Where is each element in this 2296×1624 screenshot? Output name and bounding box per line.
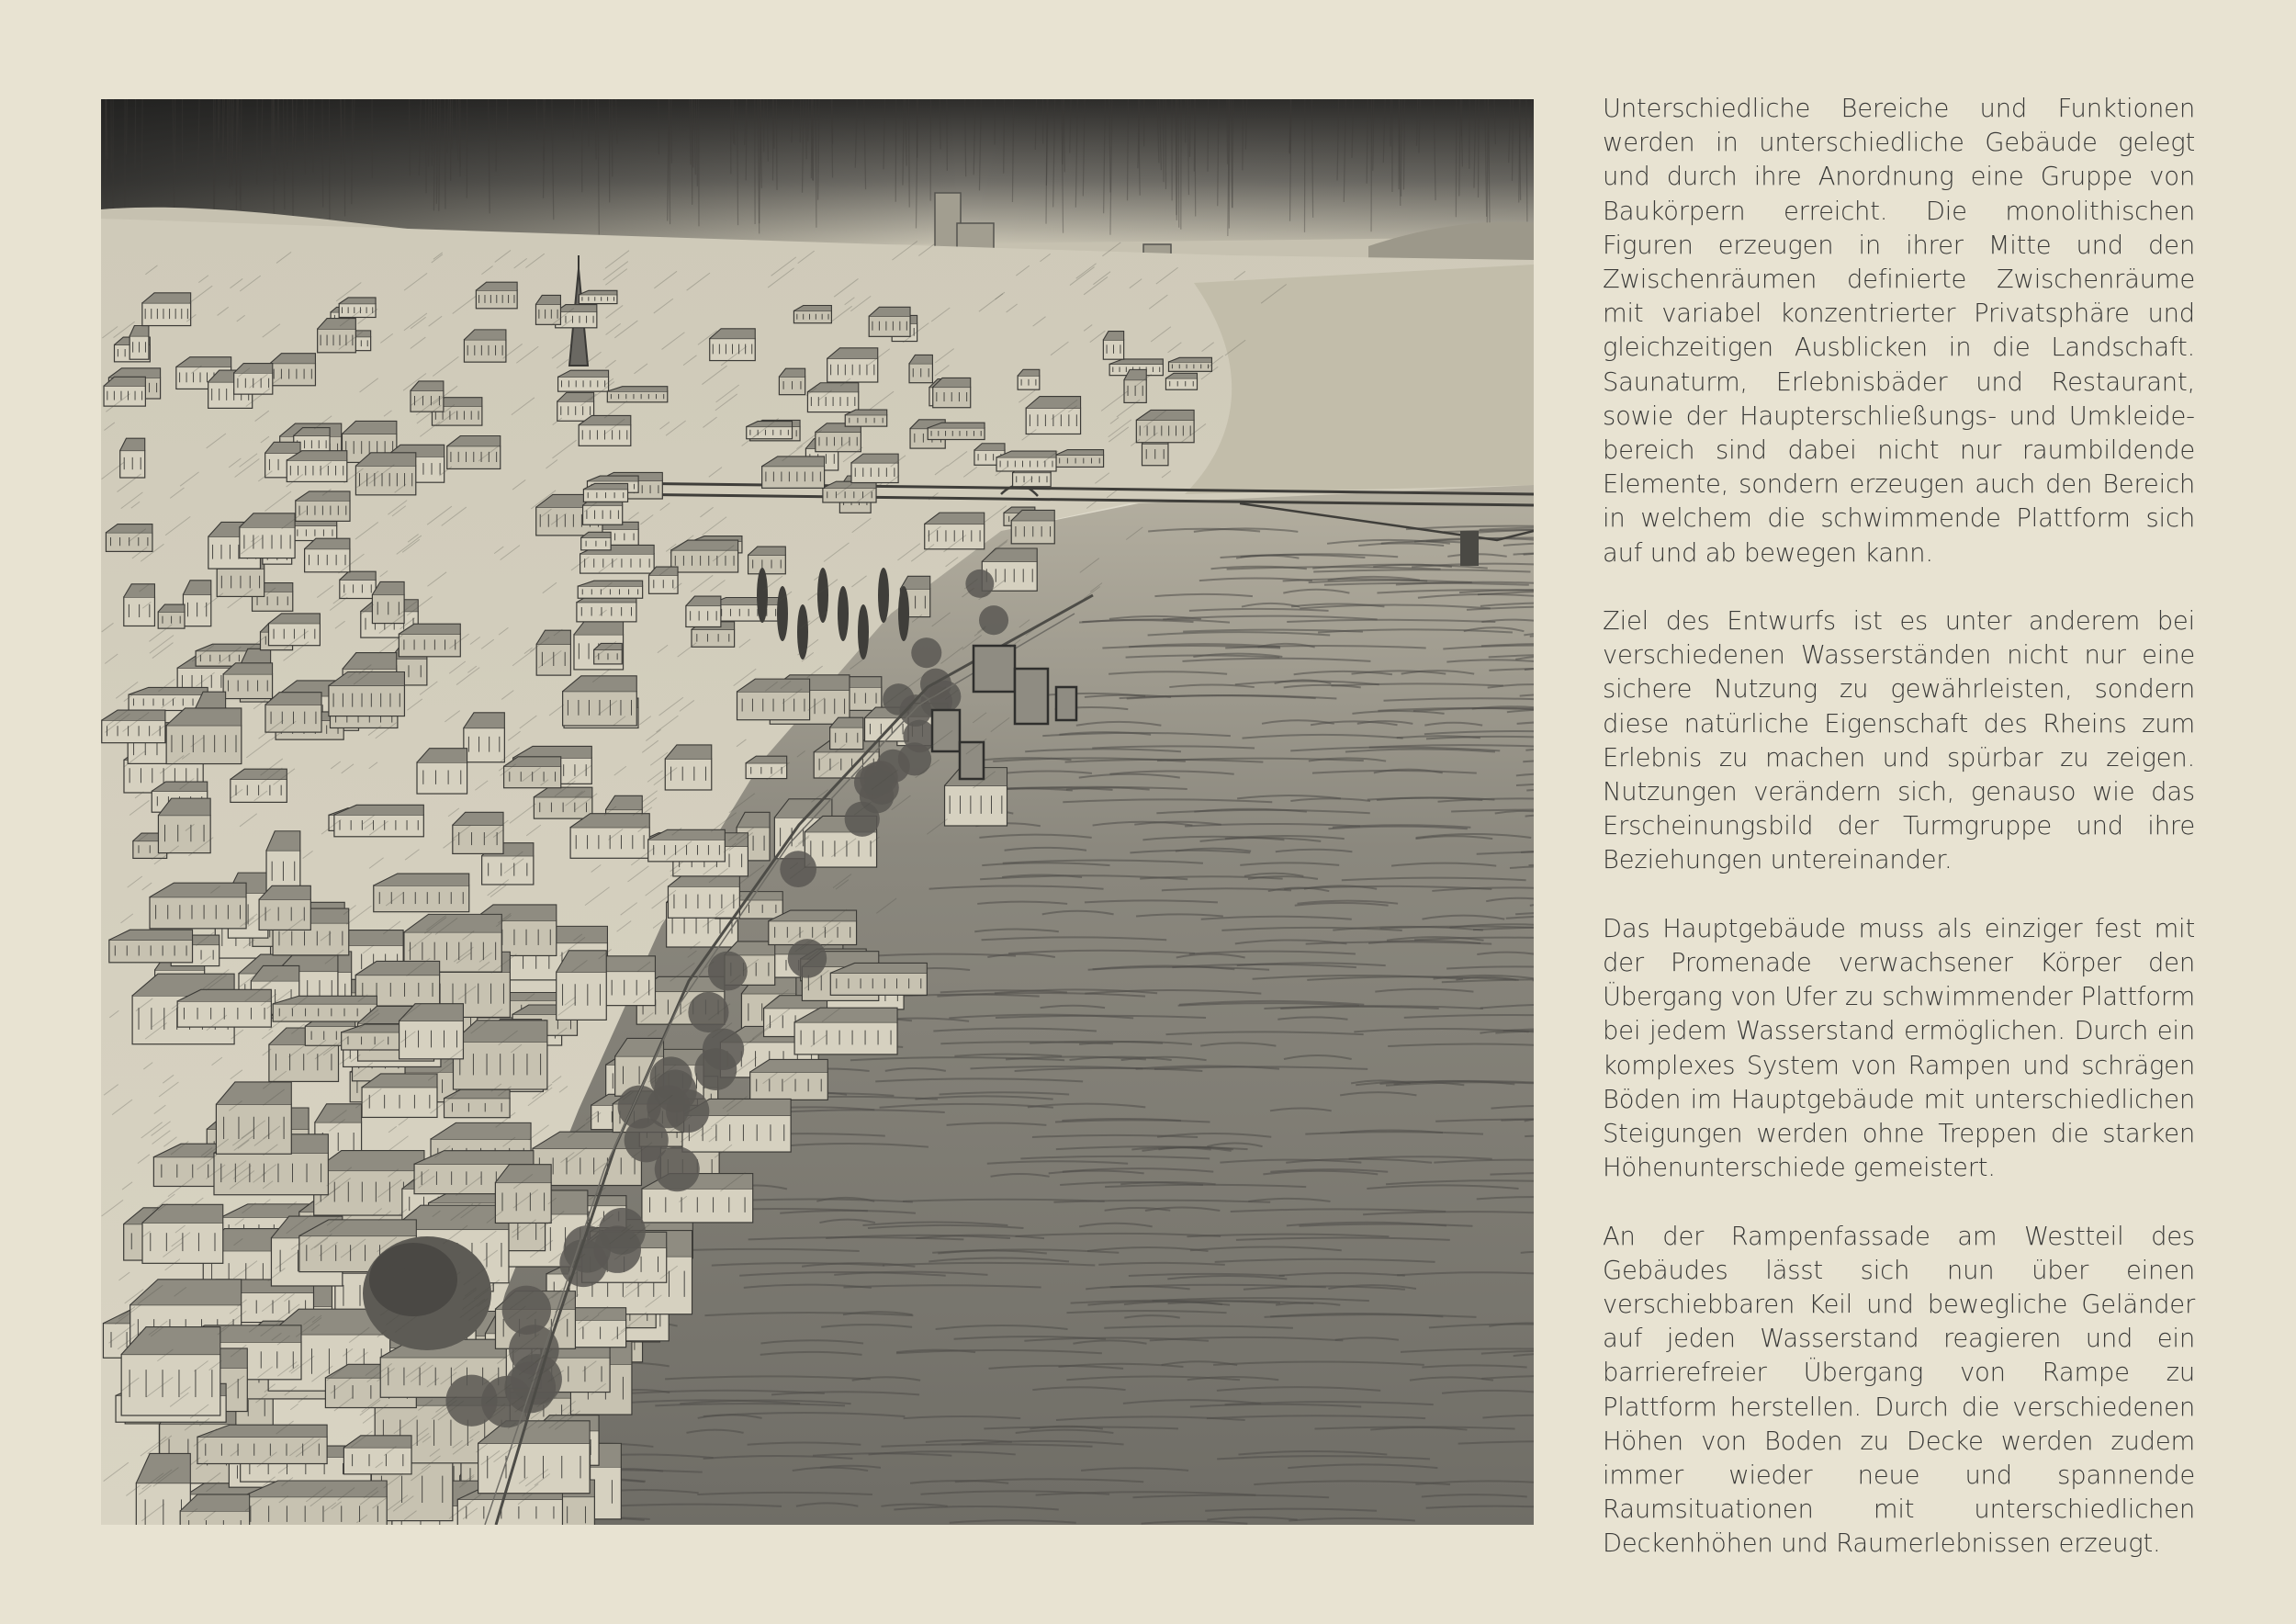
river-town-sketch [101, 99, 1534, 1525]
river-upper [1185, 265, 1534, 494]
description-text [1603, 92, 2195, 1596]
sketch-canvas [101, 99, 1534, 1525]
paragraph-2: Ziel des Entwurfs ist es unter anderem bei verschiedenen Wasserständen nicht nur eine sichere Nutzung zu gewährleisten, sondern diese natürliche Eigenschaft des Rheins zum Erlebnis zu machen und spürbar zu zeigen. Nutzungen verändern sich, genauso wie das Erscheinungsbild der Turmgruppe und ihre Beziehungen untereinander. [1603, 607, 2195, 875]
paragraph-1: Unterschiedliche Bereiche und Funktionen werden in unterschiedliche Gebäude gelegt und durch ihre Anordnung eine Gruppe von Baukörpern erreicht. Die monolithischen Figuren erzeugen in ihrer Mitte und den Zwischenräumen definierte Zwischenräume mit variabel konzentrierter Privatsphäre und gleichzeitigen Ausblicken in die Landschaft. Saunaturm, Erlebnisbäder und Restaurant, sowie der Haupterschließungs- und Umkleidebereich sind dabei nicht nur raumbildende Elemente, sondern erzeugen auch den Bereich in welchem die schwimmende Plattform sich auf und ab bewegen kann. [1603, 95, 2195, 568]
paragraph-4: An der Rampenfassade am Westteil des Gebäudes lässt sich nun über einen verschiebbaren Keil und bewegliche Geländer auf jeden Wasserstand reagieren und ein barrierefreier Übergang von Rampe zu Plattform herstellen. Durch die verschiedenen Höhen von Boden zu Decke werden zudem immer wieder neue und spannende Raumsituationen mit unterschiedlichen Deckenhöhen und Raumerlebnissen erzeugt. [1603, 1222, 2195, 1559]
paragraph-3: Das Hauptgebäude muss als einziger fest mit der Promenade verwachsener Körper den Übergang von Ufer zu schwimmender Plattform bei jedem Wasserstand ermöglichen. Durch ein komplexes System von Rampen und schrägen Böden im Hauptgebäude mit unterschiedlichen Steigungen werden ohne Treppen die starken Höhenunterschiede gemeistert. [1603, 914, 2195, 1183]
